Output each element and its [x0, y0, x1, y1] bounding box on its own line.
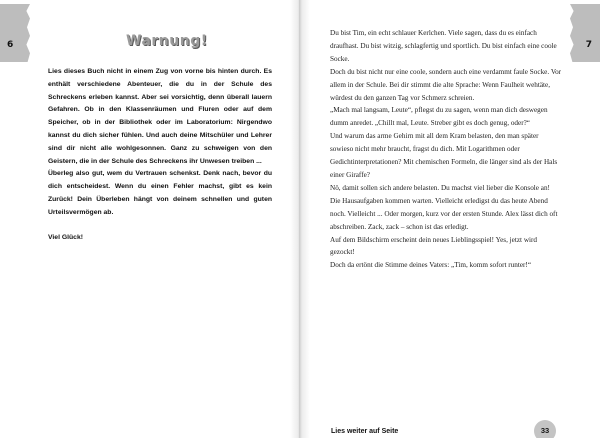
page-corner-tab-right [570, 4, 600, 62]
story-paragraph: Und warum das arme Gehirn mit all dem Kram belasten, den man später sowieso nicht mehr braucht, fragst du dich. Mit Logarithmen oder Gedichtinterpretationen? Mit chemischen Formeln, die länger sind als der Hals einer Giraffe? [330, 132, 558, 179]
right-page [310, 0, 600, 438]
warning-paragraph: Lies dieses Buch nicht in einem Zug von vorne bis hinten durch. Es enthält verschiedene Abenteuer, die du in der Schule des Schreckens erleben kannst. Aber sei vorsichtig, denn überall lauern Gefahren. Ob in den Klassenräumen und Fluren oder auf dem Speicher, ob in der Bibliothek oder im Laboratorium: Nirgendwo kannst du dich sicher fühlen. Und auch deine Mitschüler und Lehrer sind dir nicht alle wohlgesonnen. Ganz zu schweigen von den Geistern, die in der Schule des Schreckens ihr Unwesen treiben ... [48, 68, 272, 165]
gutter-divider [299, 0, 300, 438]
right-page-number: 7 [585, 40, 592, 50]
left-page-number: 6 [7, 40, 14, 50]
story-paragraph: Doch du bist nicht nur eine coole, sondern auch eine verdammt faule Socke. Vor allem in der Schule. Bei dir stimmt die alte Sprache: Wenn Faulheit wehtäte, würdest du den ganzen Tag vor Schmerz schreien. [330, 67, 562, 102]
warning-text [48, 66, 272, 244]
story-paragraph: Nö, damit sollen sich andere belasten. Du machst viel lieber die Konsole an! Die Hausaufgaben kommen warten. Vielleicht erledigst du das heute Abend noch. Vielleicht ... Oder morgen, kurz vor der ersten Stunde. Alex lässt dich oft abschreiben. Zack, zack – schon ist das erledigt. [330, 183, 558, 231]
story-paragraph: Doch da ertönt die Stimme deines Vaters: „Tim, komm sofort runter!“ [330, 261, 532, 270]
warning-paragraph: Überleg also gut, wem du Vertrauen schenkst. Denk nach, bevor du dich entscheidest. Wenn du einen Fehler machst, gibt es kein Zurück! Dein Überleben hängt von deinem schnellen und guten Urteilsvermögen ab. [48, 170, 272, 216]
story-paragraph: „Mach mal langsam, Leute“, pflegst du zu sagen, wenn man dich deswegen dumm anredet. „Chillt mal, Leute. Streber gibt es doch genug, oder?“ [330, 106, 548, 128]
good-luck-text: Viel Glück! [48, 233, 84, 241]
story-text [330, 27, 562, 272]
book-gutter [290, 0, 310, 438]
story-paragraph: Auf dem Bildschirm erscheint dein neues Lieblingsspiel! Yes, jetzt wird gezockt! [330, 235, 538, 257]
page-corner-tab-left [0, 4, 30, 62]
warning-heading: Warnung! [126, 33, 208, 49]
continue-reading-link[interactable]: Lies weiter auf Seite [331, 428, 399, 435]
paragraph-spacer [48, 220, 272, 232]
left-page [0, 0, 290, 438]
next-page-badge[interactable]: 33 [534, 420, 556, 438]
story-paragraph: Du bist Tim, ein echt schlauer Kerlchen. Viele sagen, dass du es einfach draufhast. Du bist witzig, schlagfertig und sportlich. Du bist einfach eine coole Socke. [330, 29, 557, 63]
